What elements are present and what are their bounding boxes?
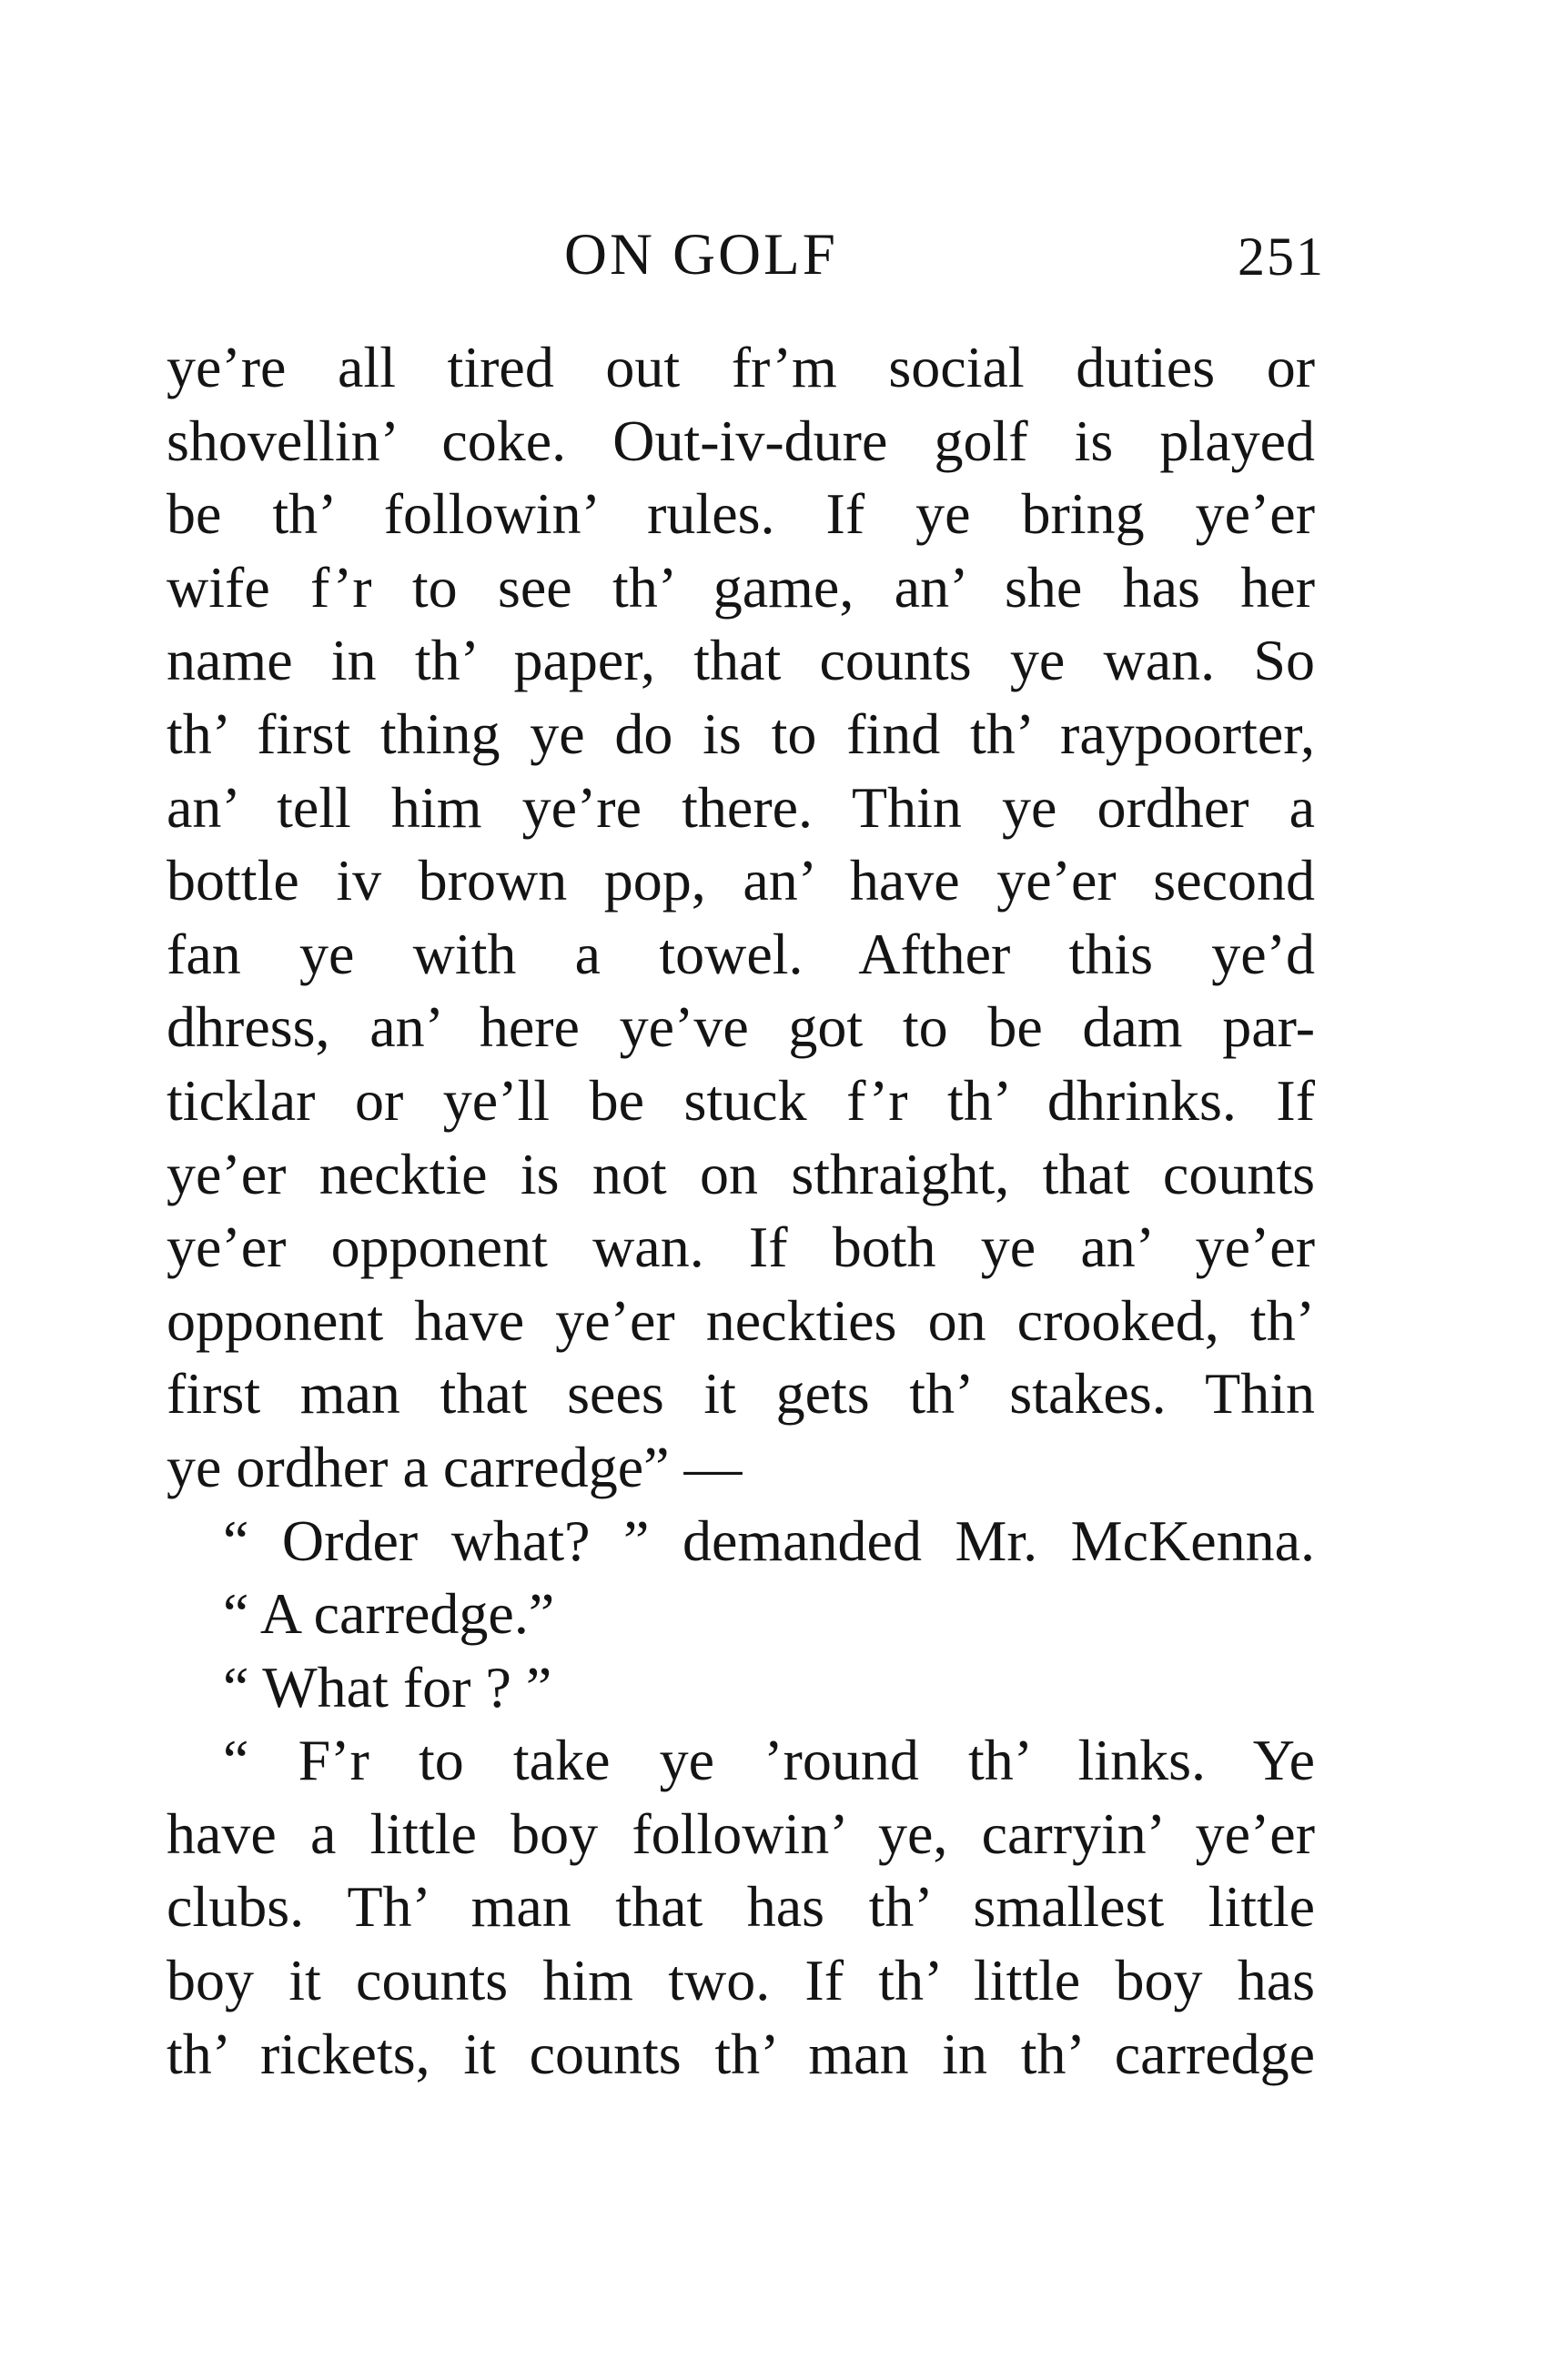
text-line: ye’er necktie is not on sthraight, that counts xyxy=(167,1141,1315,1206)
text-line: first man that sees it gets th’ stakes. Thin xyxy=(167,1361,1315,1427)
text-line: opponent have ye’er neckties on crooked, th’ xyxy=(167,1287,1315,1353)
text-line: bottle iv brown pop, an’ have ye’er second xyxy=(167,848,1315,913)
text-line: be th’ followin’ rules. If ye bring ye’er xyxy=(167,481,1315,547)
text-line: boy it counts him two. If th’ little boy has xyxy=(167,1948,1315,2013)
body-text xyxy=(167,331,1315,2091)
text-line: th’ rickets, it counts th’ man in th’ carredge xyxy=(167,2021,1315,2086)
running-head-title: ON GOLF xyxy=(564,222,838,287)
text-line: “ A carredge.” xyxy=(223,1581,555,1647)
text-line: “ Order what? ” demanded Mr. McKenna. xyxy=(223,1508,1315,1573)
text-line: name in th’ paper, that counts ye wan. So xyxy=(167,628,1315,693)
text-line: ticklar or ye’ll be stuck f’r th’ dhrinks. If xyxy=(167,1067,1315,1133)
text-line: have a little boy followin’ ye, carryin’ ye’er xyxy=(167,1800,1315,1866)
text-line: an’ tell him ye’re there. Thin ye ordher a xyxy=(167,774,1315,840)
text-line: shovellin’ coke. Out-iv-dure golf is played xyxy=(167,408,1315,473)
text-line: fan ye with a towel. Afther this ye’d xyxy=(167,921,1315,986)
text-line: th’ first thing ye do is to find th’ raypoorter, xyxy=(167,701,1315,766)
text-line: ye ordher a carredge” — xyxy=(167,1434,743,1499)
text-line: “ What for ? ” xyxy=(223,1654,552,1719)
text-line: dhress, an’ here ye’ve got to be dam par- xyxy=(167,994,1315,1060)
page-number: 251 xyxy=(1238,227,1325,287)
text-line: ye’er opponent wan. If both ye an’ ye’er xyxy=(167,1215,1315,1280)
text-line: wife f’r to see th’ game, an’ she has her xyxy=(167,554,1315,620)
text-line: clubs. Th’ man that has th’ smallest little xyxy=(167,1874,1315,1940)
text-line: ye’re all tired out fr’m social duties or xyxy=(167,335,1315,399)
text-line: “ F’r to take ye ’round th’ links. Ye xyxy=(223,1728,1315,1793)
